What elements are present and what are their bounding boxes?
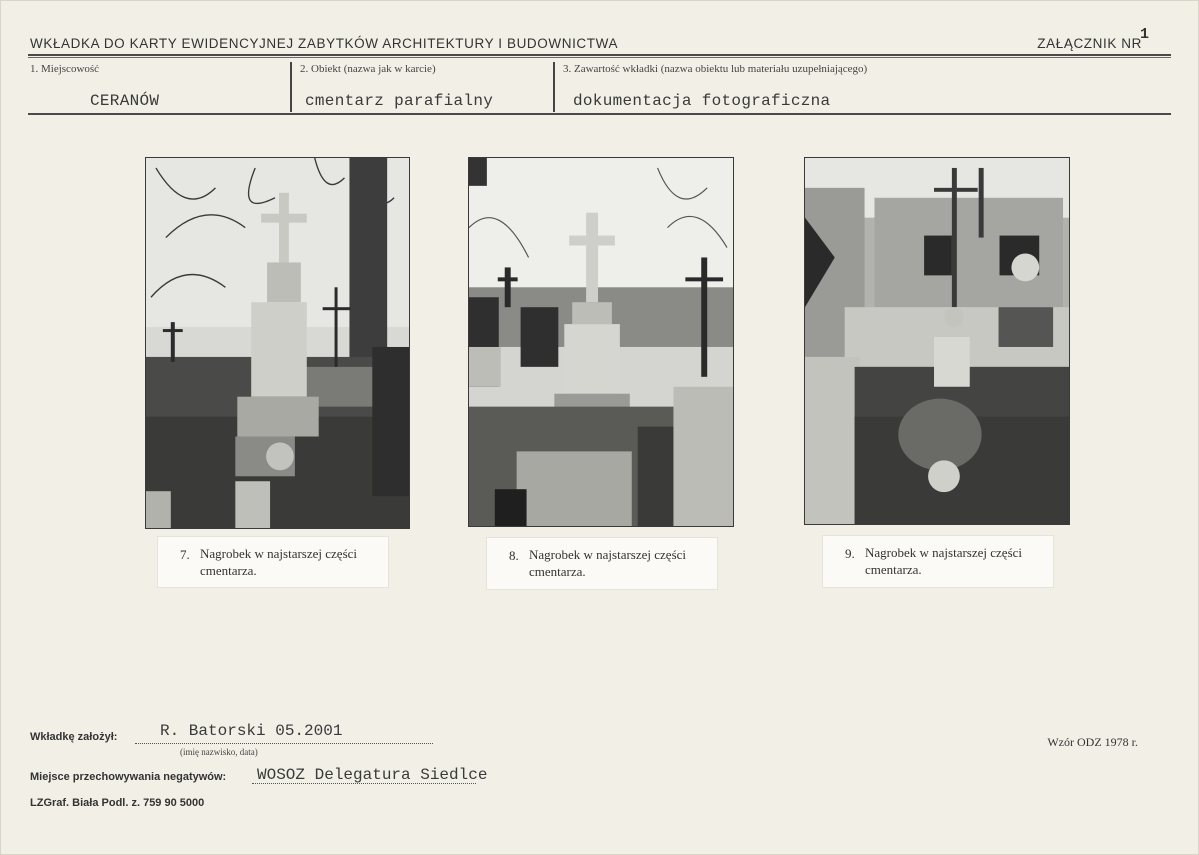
field-divider (290, 62, 292, 112)
photo-9 (804, 157, 1070, 525)
field-object-value: cmentarz parafialny (305, 92, 494, 110)
photo-8 (468, 157, 734, 527)
caption-text: Nagrobek w najstarszej części cmentarza. (865, 545, 1023, 577)
field-location-value: CERANÓW (90, 92, 160, 110)
storage-value: WOSOZ Delegatura Siedlce (257, 766, 488, 784)
photo-7 (145, 157, 410, 529)
author-value: R. Batorski 05.2001 (160, 722, 343, 740)
field-object-label: 2. Obiekt (nazwa jak w karcie) (300, 63, 436, 75)
storage-label: Miejsce przechowywania negatywów: (30, 771, 227, 783)
field-divider (553, 62, 555, 112)
author-label: Wkładkę założył: (30, 731, 118, 743)
photo-caption-8 (486, 537, 718, 590)
printer-info: LZGraf. Biała Podl. z. 759 90 5000 (30, 797, 205, 809)
field-contents-value: dokumentacja fotograficzna (573, 92, 831, 110)
header-rule-thin (28, 57, 1171, 58)
annex-label: ZAŁĄCZNIK NR (1037, 36, 1142, 51)
caption-text: Nagrobek w najstarszej części cmentarza. (529, 547, 687, 579)
author-dotted-line (135, 743, 433, 744)
caption-number: 9. (845, 546, 855, 561)
header-rule (28, 54, 1171, 56)
author-sublabel: (imię nazwisko, data) (180, 747, 258, 757)
template-reference: Wzór ODZ 1978 r. (1047, 735, 1138, 749)
header-bottom-rule (28, 113, 1171, 115)
field-location-label: 1. Miejscowość (30, 63, 100, 75)
photo-caption-9 (822, 535, 1054, 588)
caption-text: Nagrobek w najstarszej części cmentarza. (200, 546, 358, 578)
storage-dotted-line (252, 783, 476, 784)
caption-number: 7. (180, 547, 190, 562)
form-title: WKŁADKA DO KARTY EWIDENCYJNEJ ZABYTKÓW ARCHITEKTURY I BUDOWNICTWA (30, 36, 619, 51)
caption-number: 8. (509, 548, 519, 563)
annex-number: 1 (1139, 26, 1149, 43)
field-contents-label: 3. Zawartość wkładki (nazwa obiektu lub materiału uzupełniającego) (563, 63, 868, 75)
photo-caption-7 (157, 536, 389, 588)
